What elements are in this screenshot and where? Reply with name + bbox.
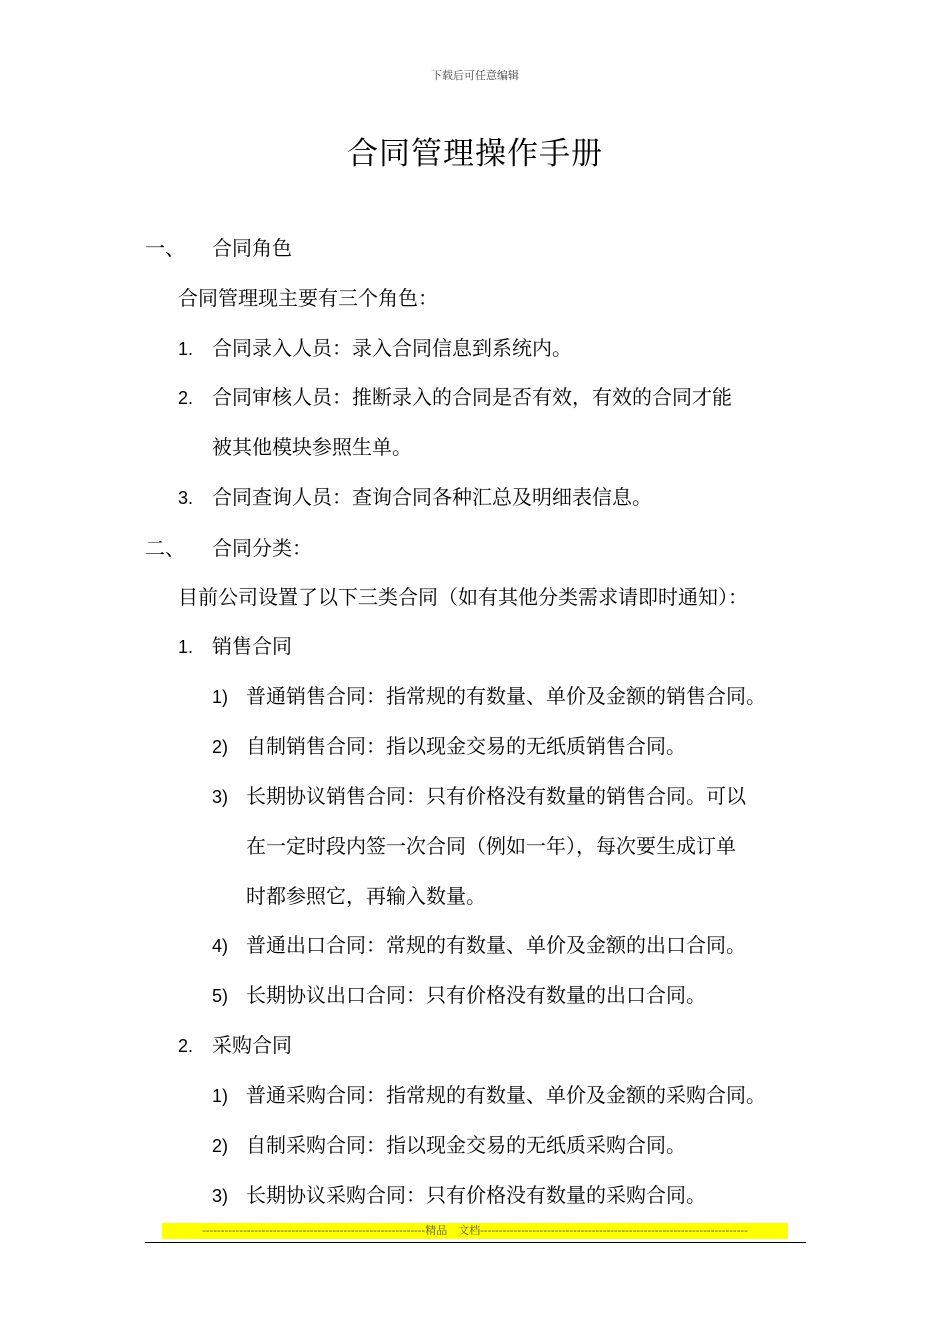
sales-item-1-number: 1) bbox=[212, 687, 229, 707]
footer-divider bbox=[145, 1242, 806, 1243]
sales-item-3-text-cont-1: 在一定时段内签一次合同（例如一年），每次要生成订单 bbox=[246, 834, 736, 858]
sales-item-1-text: 普通销售合同：指常规的有数量、单价及金额的销售合同。 bbox=[246, 684, 766, 708]
section-2-marker: 二、 bbox=[145, 536, 185, 560]
sales-item-3-text-cont-2: 时都参照它，再输入数量。 bbox=[246, 884, 486, 908]
sales-item-3-text: 长期协议销售合同：只有价格没有数量的销售合同。可以 bbox=[246, 784, 746, 808]
role-2-number: 2. bbox=[178, 388, 194, 408]
section-1-marker: 一、 bbox=[145, 236, 185, 260]
role-3-number: 3. bbox=[178, 488, 194, 508]
section-2-intro: 目前公司设置了以下三类合同（如有其他分类需求请即时通知）： bbox=[178, 585, 748, 609]
section-1-heading: 合同角色 bbox=[212, 236, 292, 260]
sales-item-2-number: 2) bbox=[212, 737, 229, 757]
group-1-number: 1. bbox=[178, 637, 194, 657]
group-1-label: 销售合同 bbox=[212, 634, 292, 658]
sales-item-4-number: 4) bbox=[212, 936, 229, 956]
sales-item-4-text: 普通出口合同：常规的有数量、单价及金额的出口合同。 bbox=[246, 933, 746, 957]
group-2-label: 采购合同 bbox=[212, 1033, 292, 1057]
purchase-item-3-number: 3) bbox=[212, 1186, 229, 1206]
sales-item-5-number: 5) bbox=[212, 986, 229, 1006]
footer-banner: ------------------------------------------------------------精品 文档------------------------------------------------------------------------ bbox=[162, 1223, 788, 1239]
section-1-intro: 合同管理现主要有三个角色： bbox=[178, 286, 438, 310]
sales-item-5-text: 长期协议出口合同：只有价格没有数量的出口合同。 bbox=[246, 983, 706, 1007]
section-2-heading: 合同分类： bbox=[212, 536, 312, 560]
role-2-text-cont: 被其他模块参照生单。 bbox=[212, 435, 412, 459]
group-2-number: 2. bbox=[178, 1036, 194, 1056]
sales-item-3-number: 3) bbox=[212, 787, 229, 807]
sales-item-2-text: 自制销售合同：指以现金交易的无纸质销售合同。 bbox=[246, 734, 686, 758]
purchase-item-1-text: 普通采购合同：指常规的有数量、单价及金额的采购合同。 bbox=[246, 1083, 766, 1107]
document-title: 合同管理操作手册 bbox=[347, 136, 603, 172]
purchase-item-1-number: 1) bbox=[212, 1086, 229, 1106]
header-note: 下载后可任意编辑 bbox=[431, 69, 519, 82]
role-3-text: 合同查询人员：查询合同各种汇总及明细表信息。 bbox=[212, 485, 652, 509]
purchase-item-2-number: 2) bbox=[212, 1136, 229, 1156]
role-1-text: 合同录入人员：录入合同信息到系统内。 bbox=[212, 336, 572, 360]
purchase-item-3-text: 长期协议采购合同：只有价格没有数量的采购合同。 bbox=[246, 1183, 706, 1207]
role-1-number: 1. bbox=[178, 339, 194, 359]
role-2-text: 合同审核人员：推断录入的合同是否有效，有效的合同才能 bbox=[212, 385, 732, 409]
purchase-item-2-text: 自制采购合同：指以现金交易的无纸质采购合同。 bbox=[246, 1133, 686, 1157]
